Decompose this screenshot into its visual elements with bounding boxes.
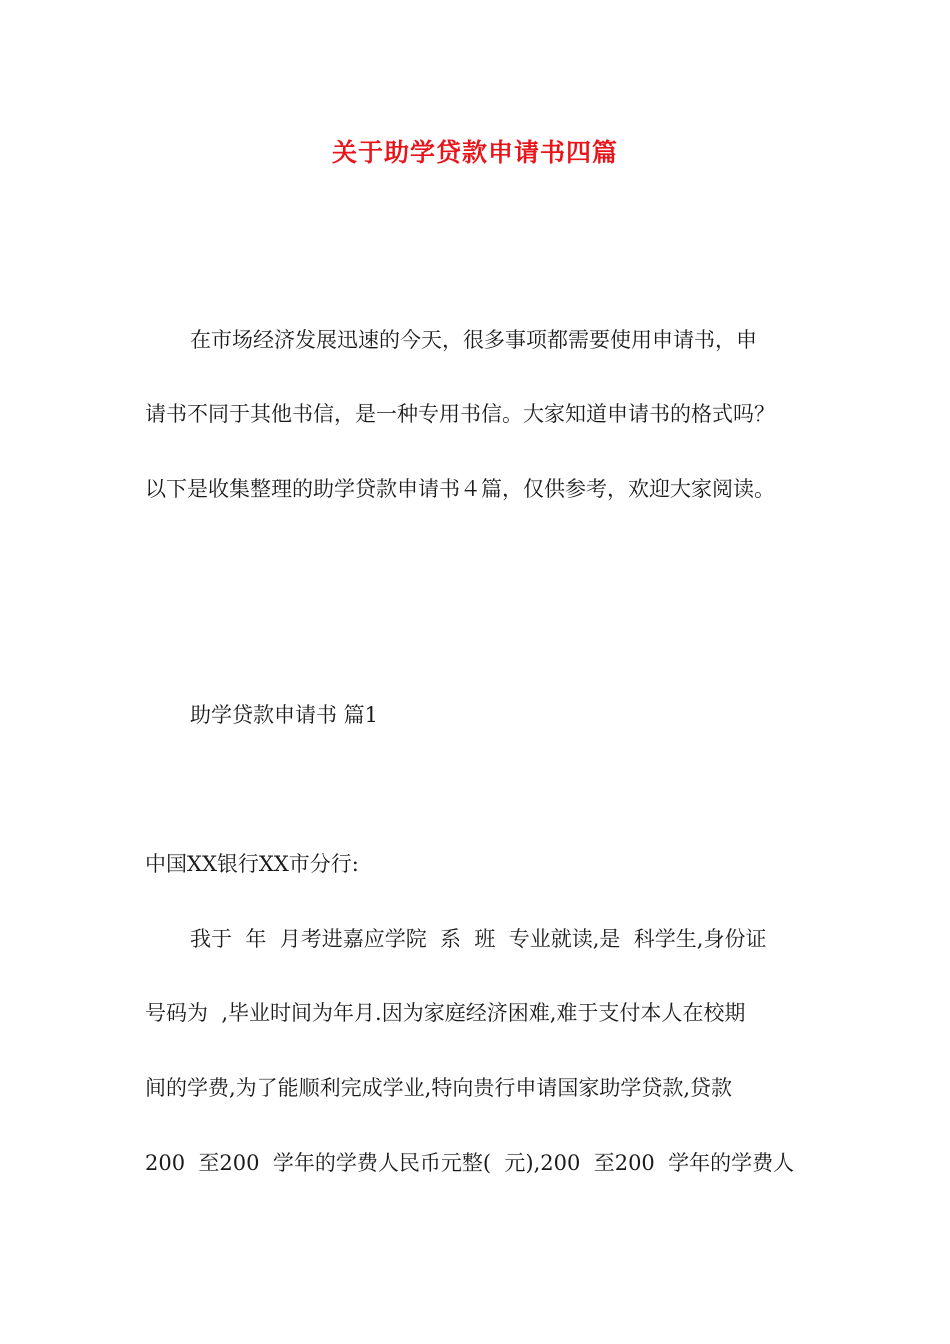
intro-line-3: 以下是收集整理的助学贷款申请书４篇，仅供参考，欢迎大家阅读。 (145, 477, 775, 501)
intro-line-2: 请书不同于其他书信，是一种专用书信。大家知道申请书的格式吗？ (145, 402, 775, 426)
body-line-4: 200 至200 学年的学费人民币元整( 元),200 至200 学年的学费人 (145, 1151, 795, 1175)
body-line-1: 我于 年 月考进嘉应学院 系 班 专业就读,是 科学生,身份证 (190, 927, 767, 951)
document-title: 关于助学贷款申请书四篇 (331, 138, 618, 167)
body-line-3: 间的学费,为了能顺利完成学业,特向贵行申请国家助学贷款,贷款 (145, 1076, 733, 1100)
intro-line-1: 在市场经济发展迅速的今天，很多事项都需要使用申请书，申 (190, 328, 757, 352)
salutation: 中国XX银行XX市分行: (145, 852, 359, 876)
body-line-2: 号码为 ,毕业时间为年月.因为家庭经济困难,难于支付本人在校期 (145, 1001, 746, 1025)
section-heading: 助学贷款申请书 篇1 (190, 703, 379, 727)
